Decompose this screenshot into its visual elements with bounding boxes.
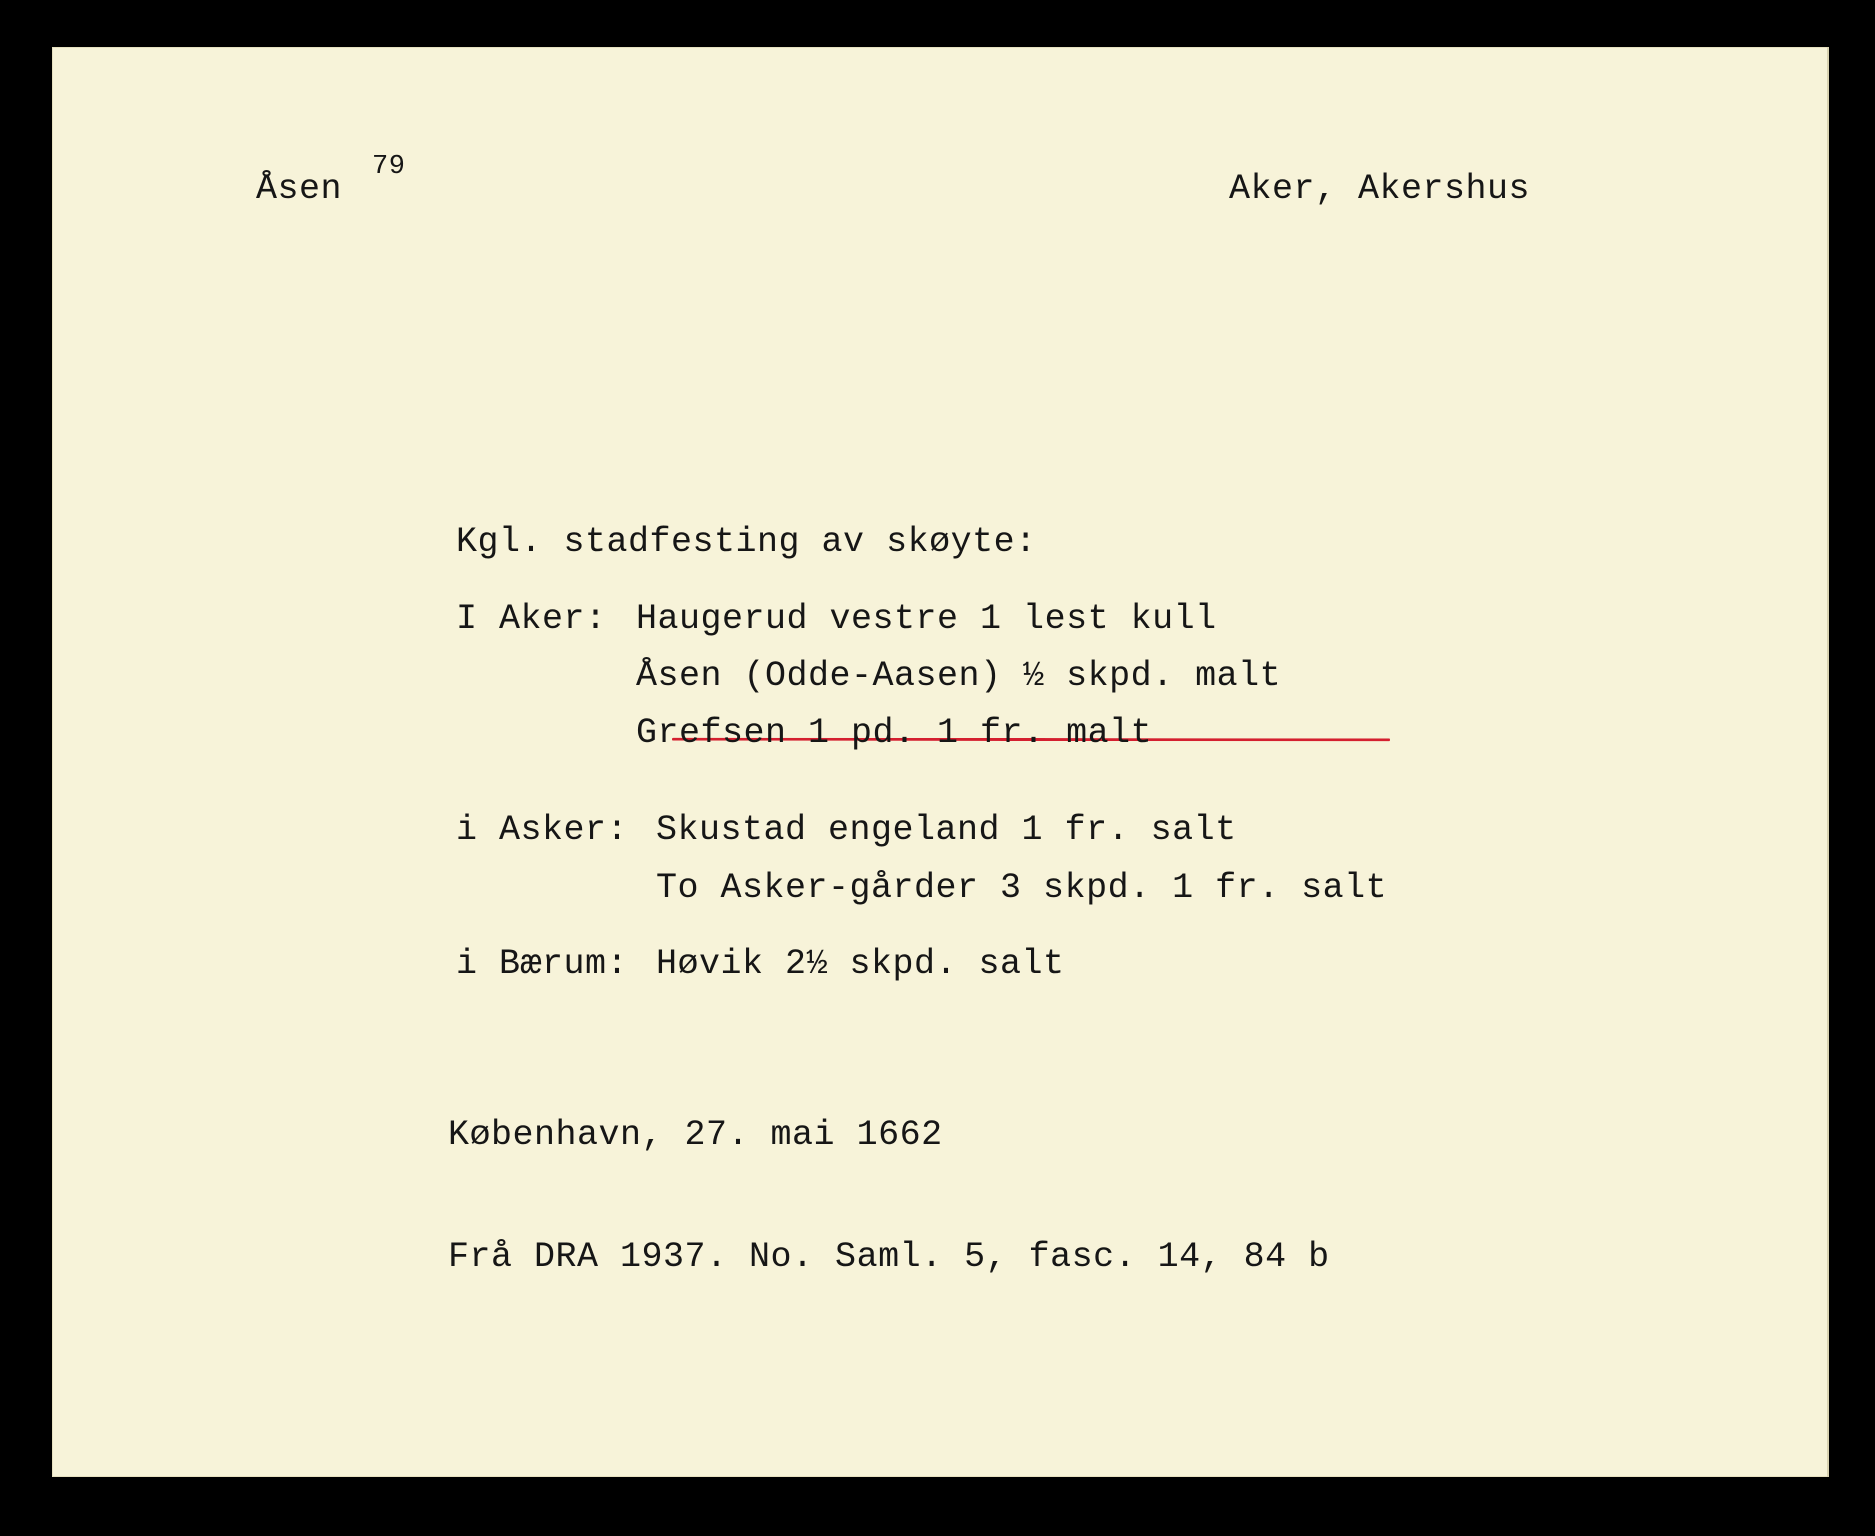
card-number: 79 (372, 152, 406, 182)
index-card (52, 47, 1829, 1477)
card-location: Aker, Akershus (1229, 169, 1531, 209)
entry-label-aker: I Aker: (456, 599, 607, 639)
card-date: København, 27. mai 1662 (448, 1115, 943, 1155)
entry-item: To Asker-gårder 3 skpd. 1 fr. salt (656, 868, 1388, 908)
entry-item: Grefsen 1 pd. 1 fr. malt (636, 713, 1153, 753)
card-title: Åsen (256, 169, 343, 209)
card-edge (1827, 47, 1829, 1477)
card-source: Frå DRA 1937. No. Saml. 5, fasc. 14, 84 b (448, 1237, 1330, 1277)
entry-label-asker: i Asker: (456, 810, 629, 850)
entry-item-highlighted: Åsen (Odde-Aasen) ½ skpd. malt (636, 656, 1282, 696)
entry-item: Skustad engeland 1 fr. salt (656, 810, 1237, 850)
entry-item: Høvik 2½ skpd. salt (656, 944, 1065, 984)
entry-label-baerum: i Bærum: (456, 944, 629, 984)
entry-item: Haugerud vestre 1 lest kull (636, 599, 1217, 639)
card-heading: Kgl. stadfesting av skøyte: (456, 522, 1037, 562)
